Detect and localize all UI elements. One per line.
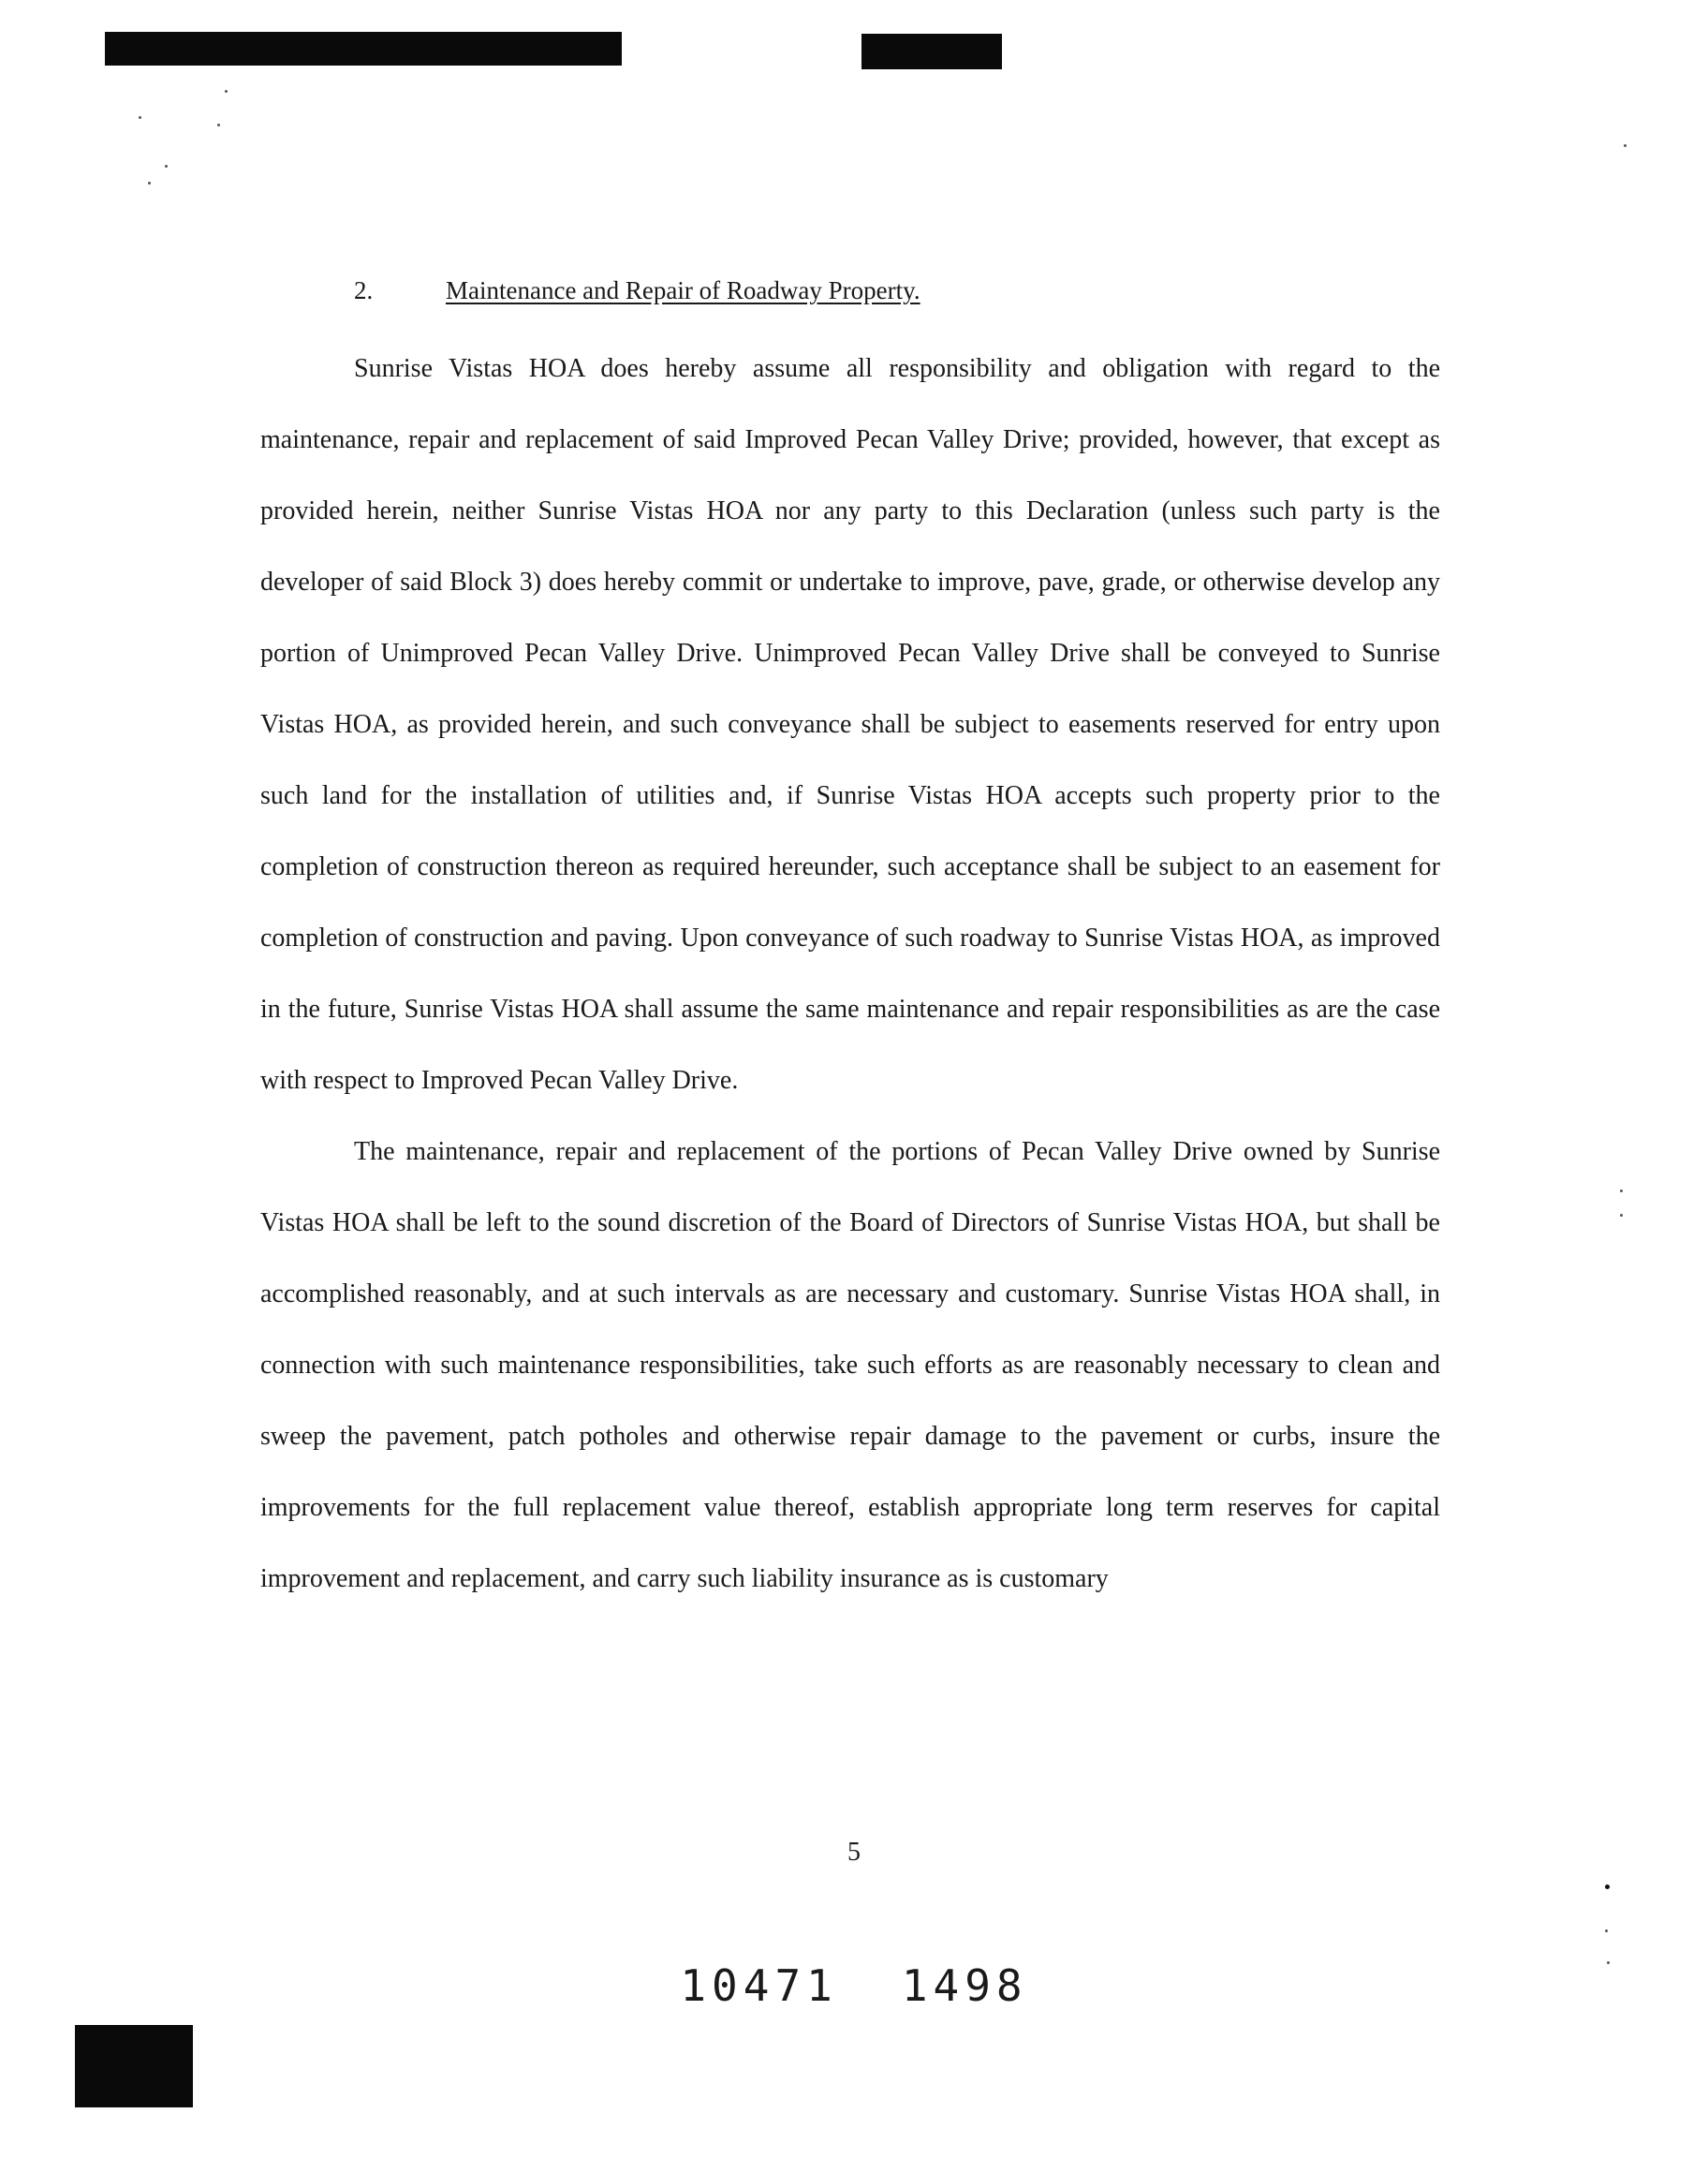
scan-speck [1624,144,1627,147]
paragraph: The maintenance, repair and replacement of the portions of Pecan Valley Drive owned by Sunrise Vistas HOA shall be left to the sound discretion of the Board of Directors of Sunrise Vistas HOA, but shall be accomplished reasonably, and at such intervals as are necessary and customary. Sunrise Vistas HOA shall, in connection with such maintenance responsibilities, take such efforts as are reasonably necessary to clean and sweep the pavement, patch potholes and otherwise repair damage to the pavement or curbs, insure the improvements for the full replacement value thereof, establish appropriate long term reserves for capital improvement and replacement, and carry such liability insurance as is customary [260,1137,1440,1593]
page-number: 5 [847,1838,861,1867]
scan-speck [1620,1190,1623,1192]
redaction-bar-top-left [105,32,622,66]
scan-speck [225,90,228,93]
scan-speck [217,124,220,126]
stamp-volume: 10471 [680,1960,838,2011]
stamp-page: 1498 [901,1960,1028,2011]
scan-speck [1620,1214,1623,1217]
scan-artifact-bottom-left [75,2025,193,2107]
redaction-bar-top-right [861,34,1002,69]
body-text [260,333,1440,1615]
scan-speck [165,165,168,168]
section-number: 2. [354,276,374,304]
scan-speck [1605,1885,1610,1889]
scan-speck [139,116,141,119]
section-heading [354,273,920,307]
recording-stamp [0,1959,1708,2012]
section-title: Maintenance and Repair of Roadway Property. [446,276,920,304]
paragraph: Sunrise Vistas HOA does hereby assume all responsibility and obligation with regard to the maintenance, repair and replacement of said Improved Pecan Valley Drive; provided, however, that except as provided herein, neither Sunrise Vistas HOA nor any party to this Declaration (unless such party is the developer of said Block 3) does hereby commit or undertake to improve, pave, grade, or otherwise develop any portion of Unimproved Pecan Valley Drive. Unimproved Pecan Valley Drive shall be conveyed to Sunrise Vistas HOA, as provided herein, and such conveyance shall be subject to easements reserved for entry upon such land for the installation of utilities and, if Sunrise Vistas HOA accepts such property prior to the completion of construction thereon as required hereunder, such acceptance shall be subject to an easement for completion of construction and paving. Upon conveyance of such roadway to Sunrise Vistas HOA, as improved in the future, Sunrise Vistas HOA shall assume the same maintenance and repair responsibilities as are the case with respect to Improved Pecan Valley Drive. [260,354,1440,1095]
scan-speck [1605,1929,1608,1932]
scan-speck [148,182,151,185]
